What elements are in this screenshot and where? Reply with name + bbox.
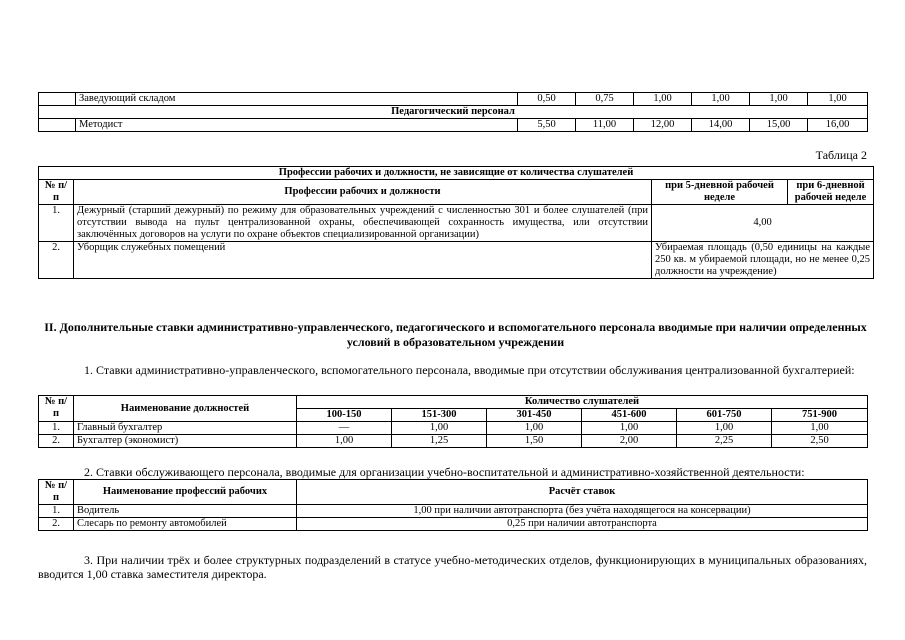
table-row [39,518,868,531]
column-header: № п/п [39,480,74,505]
table-title: Профессии рабочих и должности, не зависящие от количества слушателей [39,167,874,180]
rate-cell: 1,00 [677,422,772,435]
rate-cell: 1,00 [692,93,750,106]
table-header-row [39,480,868,505]
column-header: 151-300 [392,409,487,422]
row-number: 2. [39,435,74,448]
column-header: № п/п [39,396,74,422]
rate-cell: 2,00 [582,435,677,448]
paragraph: 1. Ставки административно-управленческого, вспомогательного персонала, вводимые при отсутствии обслуживания централизованной бухгалтерией: [84,363,855,377]
rate-cell: 2,50 [772,435,868,448]
workers-table [38,166,874,279]
rate-cell: Убираемая площадь (0,50 единицы на каждые 250 кв. м убираемой площади, но не менее 0,25 должности на учреждение) [652,242,874,279]
column-header: Наименование должностей [74,396,297,422]
rate-cell: 0,50 [518,93,576,106]
table-row [39,505,868,518]
column-header: Профессии рабочих и должности [74,180,652,205]
rate-cell: 1,00 [808,93,868,106]
rate-cell: 11,00 [576,119,634,132]
rate-cell: — [297,422,392,435]
table-row [39,242,874,279]
rate-cell: 5,50 [518,119,576,132]
rate-cell: 0,75 [576,93,634,106]
rate-cell: 15,00 [750,119,808,132]
paragraph: 2. Ставки обслуживающего персонала, вводимые для организации учебно-воспитательной и административно-хозяйственной деятельности: [84,465,805,479]
table-row [39,205,874,242]
profession-name: Водитель [74,505,297,518]
position-name: Методист [76,119,518,132]
column-header: 451-600 [582,409,677,422]
column-header: Расчёт ставок [297,480,868,505]
table-row [39,422,868,435]
column-header: при 5-дневной рабочей неделе [652,180,788,205]
rate-cell: 1,00 [297,435,392,448]
rate-cell: 1,25 [392,435,487,448]
table-header-row [39,180,874,205]
row-number: 2. [39,518,74,531]
row-number: 1. [39,422,74,435]
column-group-header: Количество слушателей [297,396,868,409]
row-number: 2. [39,242,74,279]
section-heading: Педагогический персонал [39,106,868,119]
table-row [39,93,868,106]
section-title: II. Дополнительные ставки административно-управленческого, педагогического и вспомогательного персонала вводимые при наличии определенных условий в образовательном учреждении [44,320,867,349]
rate-cell: 4,00 [652,205,874,242]
rate-cell: 1,50 [487,435,582,448]
column-header: 100-150 [297,409,392,422]
staff-rates-table-continuation [38,92,868,132]
table-title-row [39,167,874,180]
rate-cell: 1,00 [634,93,692,106]
rate-cell: 1,00 [487,422,582,435]
column-header: 751-900 [772,409,868,422]
column-header: при 6-дневной рабочей неделе [788,180,874,205]
rate-calculation: 1,00 при наличии автотранспорта (без учёта находящегося на консервации) [297,505,868,518]
position-name: Бухгалтер (экономист) [74,435,297,448]
accounting-rates-table [38,395,868,448]
column-header: 301-450 [487,409,582,422]
row-number: 1. [39,505,74,518]
profession-name: Дежурный (старший дежурный) по режиму для образовательных учреждений с численностью 301 и более слушателей (при отсутствии вывода на пульт централизованной охраны, обеспечивающей сохранность имущества, или отсутствии заключённых договоров на услуги по охране объектов специализированной организации) [74,205,652,242]
rate-cell: 1,00 [582,422,677,435]
table-section-row [39,106,868,119]
rate-cell: 1,00 [392,422,487,435]
column-header: 601-750 [677,409,772,422]
table-row [39,435,868,448]
rate-cell: 16,00 [808,119,868,132]
table-label: Таблица 2 [815,148,867,162]
rate-cell: 12,00 [634,119,692,132]
paragraph: 3. При наличии трёх и более структурных подразделений в статусе учебно-методических отделов, функционирующих в муниципальных образованиях, вводится 1,00 ставка заместителя директора. [38,553,867,581]
column-header: Наименование профессий рабочих [74,480,297,505]
table-header-row [39,396,868,409]
table-row [39,119,868,132]
rate-cell: 1,00 [750,93,808,106]
position-name: Главный бухгалтер [74,422,297,435]
rate-calculation: 0,25 при наличии автотранспорта [297,518,868,531]
rate-cell: 1,00 [772,422,868,435]
column-header: № п/п [39,180,74,205]
profession-name: Слесарь по ремонту автомобилей [74,518,297,531]
profession-name: Уборщик служебных помещений [74,242,652,279]
rate-cell: 2,25 [677,435,772,448]
position-name: Заведующий складом [76,93,518,106]
row-number: 1. [39,205,74,242]
service-staff-table [38,479,868,531]
rate-cell: 14,00 [692,119,750,132]
